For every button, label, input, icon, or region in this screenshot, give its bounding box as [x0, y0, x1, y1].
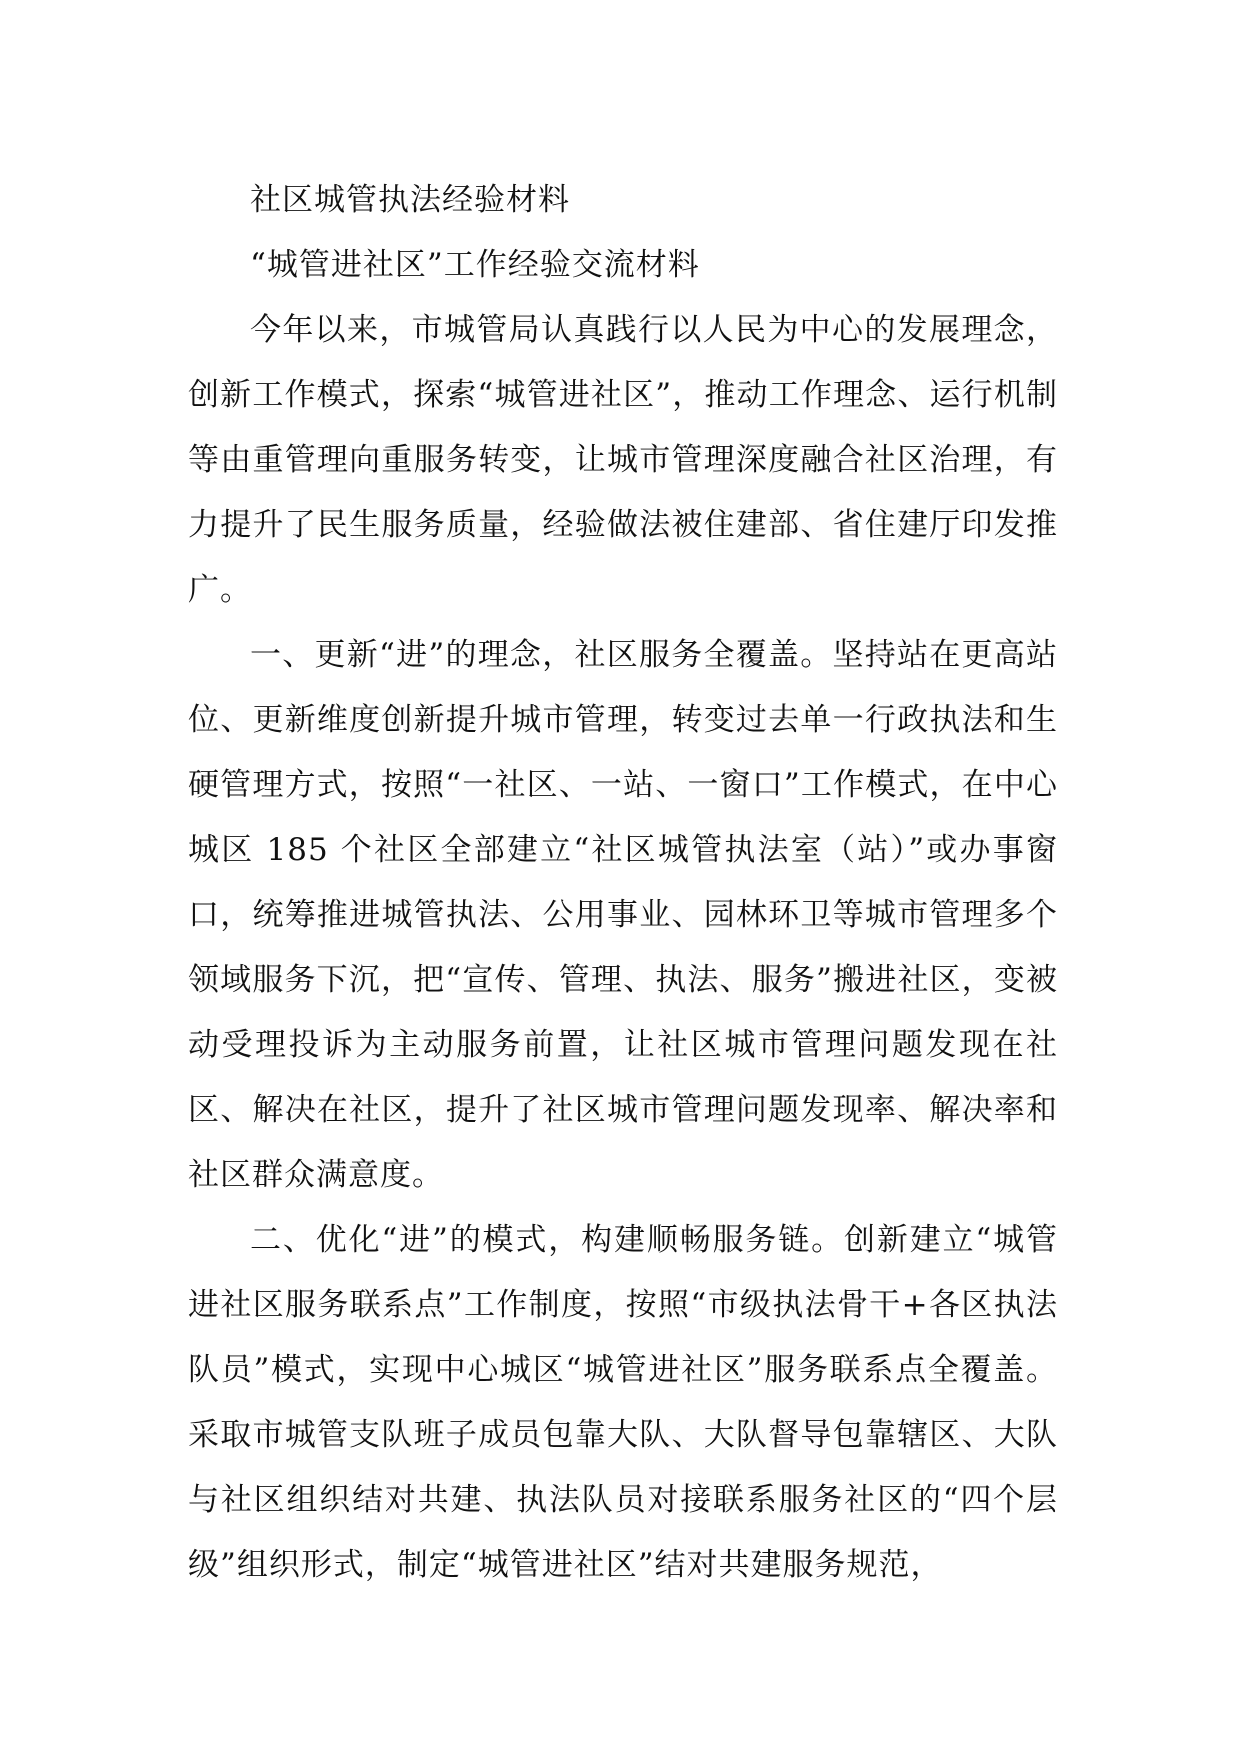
document-body [188, 168, 1058, 1598]
document-subtitle: “城管进社区”工作经验交流材料 [250, 247, 700, 283]
paragraph-intro: 今年以来，市城管局认真践行以人民为中心的发展理念，创新工作模式，探索“城管进社区”，推动工作理念、运行机制等由重管理向重服务转变，让城市管理深度融合社区治理，有力提升了民生服务质量，经验做法被住建部、省住建厅印发推广。 [188, 312, 1058, 608]
paragraph-section-1: 一、更新“进”的理念，社区服务全覆盖。坚持站在更高站位、更新维度创新提升城市管理，转变过去单一行政执法和生硬管理方式，按照“一社区、一站、一窗口”工作模式，在中心城区 185 个社区全部建立“社区城管执法室（站）”或办事窗口，统筹推进城管执法、公用事业、园林环卫等城市管理多个领域服务下沉，把“宣传、管理、执法、服务”搬进社区，变被动受理投诉为主动服务前置，让社区城市管理问题发现在社区、解决在社区，提升了社区城市管理问题发现率、解决率和社区群众满意度。 [188, 637, 1058, 1193]
paragraph-section-2: 二、优化“进”的模式，构建顺畅服务链。创新建立“城管进社区服务联系点”工作制度，按照“市级执法骨干+各区执法队员”模式，实现中心城区“城管进社区”服务联系点全覆盖。采取市城管支队班子成员包靠大队、大队督导包靠辖区、大队与社区组织结对共建、执法队员对接联系服务社区的“四个层级”组织形式，制定“城管进社区”结对共建服务规范， [188, 1222, 1058, 1583]
document-title: 社区城管执法经验材料 [250, 182, 570, 218]
